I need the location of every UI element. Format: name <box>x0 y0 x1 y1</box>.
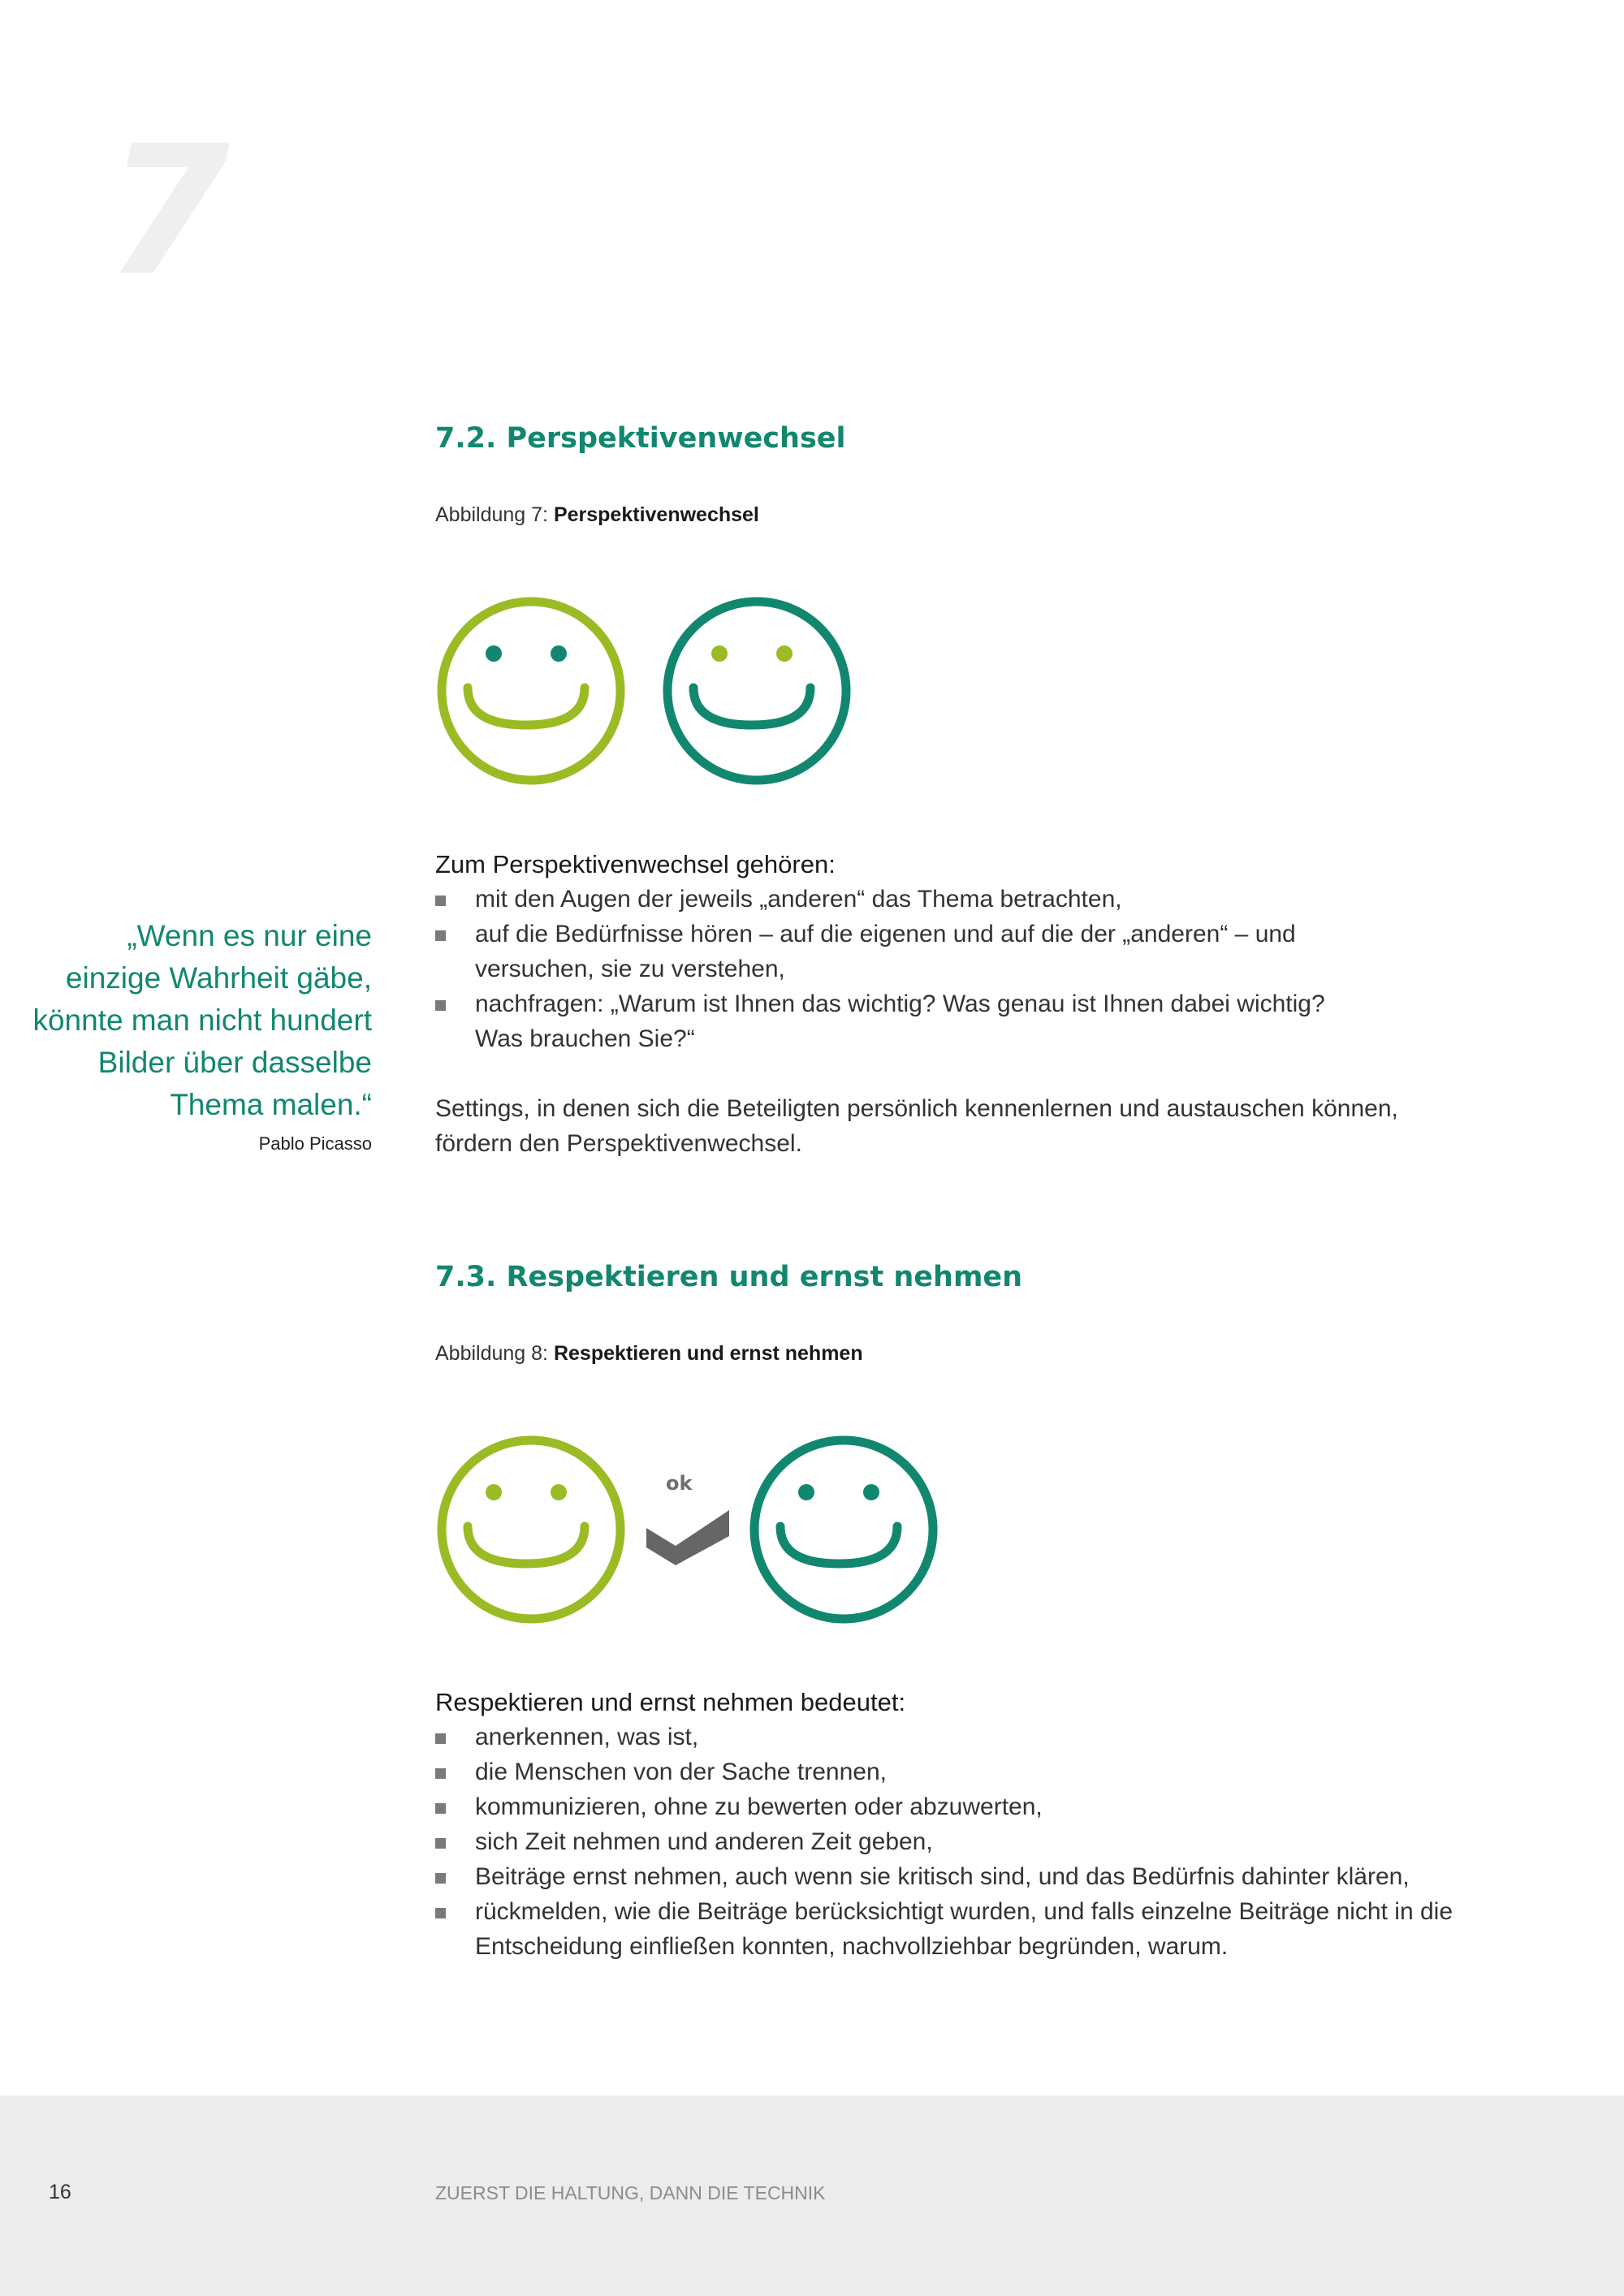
section2-lead: Respektieren und ernst nehmen bedeutet: <box>435 1688 906 1716</box>
section-heading-perspektivenwechsel: 7.2. Perspektivenwechsel <box>435 422 846 455</box>
caption-title: Respektieren und ernst nehmen <box>553 1342 863 1365</box>
checkmark-icon <box>646 1510 729 1567</box>
list-item: mit den Augen der jeweils „anderen“ das Thema betrachten, <box>435 882 1458 917</box>
chapter-number: 7 <box>106 107 231 315</box>
section2-body <box>435 1685 1458 1964</box>
list-item: auf die Bedürfnisse hören – auf die eigenen und auf die der „anderen“ – und versuchen, sie zu verstehen, <box>435 917 1393 986</box>
caption-title: Perspektivenwechsel <box>553 503 759 526</box>
list-item: die Menschen von der Sache trennen, <box>435 1754 1458 1789</box>
caption-prefix: Abbildung 7: <box>435 503 554 526</box>
pull-quote: „Wenn es nur eine einzige Wahrheit gäbe, könnte man nicht hundert Bilder über dasselbe Thema malen.“ <box>32 919 372 1121</box>
section1-paragraph: Settings, in denen sich die Beteiligten persönlich kennenlernen und austauschen können, fördern den Perspektivenwechsel. <box>435 1095 1398 1157</box>
quote-author: Pablo Picasso <box>258 1133 372 1154</box>
list-item: rückmelden, wie die Beiträge berücksichtigt wurden, und falls einzelne Beiträge nicht in die Entscheidung einfließen konnten, nachvollziehbar begründen, warum. <box>435 1894 1474 1964</box>
section1-bullet-list <box>435 882 1458 1056</box>
list-item: kommunizieren, ohne zu bewerten oder abzuwerten, <box>435 1789 1458 1824</box>
smiley-lime-icon <box>435 595 627 787</box>
caption-prefix: Abbildung 8: <box>435 1342 554 1365</box>
page-number: 16 <box>49 2181 71 2203</box>
section1-body <box>435 847 1458 1161</box>
list-item: anerkennen, was ist, <box>435 1720 1458 1754</box>
smiley-teal-icon <box>661 595 853 787</box>
smiley-teal-icon <box>748 1434 939 1625</box>
ok-label: ok <box>666 1472 693 1495</box>
list-item: Beiträge ernst nehmen, auch wenn sie kritisch sind, und das Bedürfnis dahinter klären, <box>435 1859 1458 1894</box>
section1-lead: Zum Perspektivenwechsel gehören: <box>435 850 836 878</box>
smiley-lime-icon <box>435 1434 627 1625</box>
list-item: sich Zeit nehmen und anderen Zeit geben, <box>435 1824 1458 1859</box>
figure-caption-8 <box>435 1342 863 1366</box>
section2-bullet-list <box>435 1720 1458 1964</box>
figure-caption-7 <box>435 503 759 527</box>
list-item: nachfragen: „Warum ist Ihnen das wichtig? Was genau ist Ihnen dabei wichtig? Was brauchen Sie?“ <box>435 986 1336 1056</box>
footer-title: ZUERST DIE HALTUNG, DANN DIE TECHNIK <box>435 2182 826 2203</box>
section-heading-respektieren: 7.3. Respektieren und ernst nehmen <box>435 1261 1023 1293</box>
